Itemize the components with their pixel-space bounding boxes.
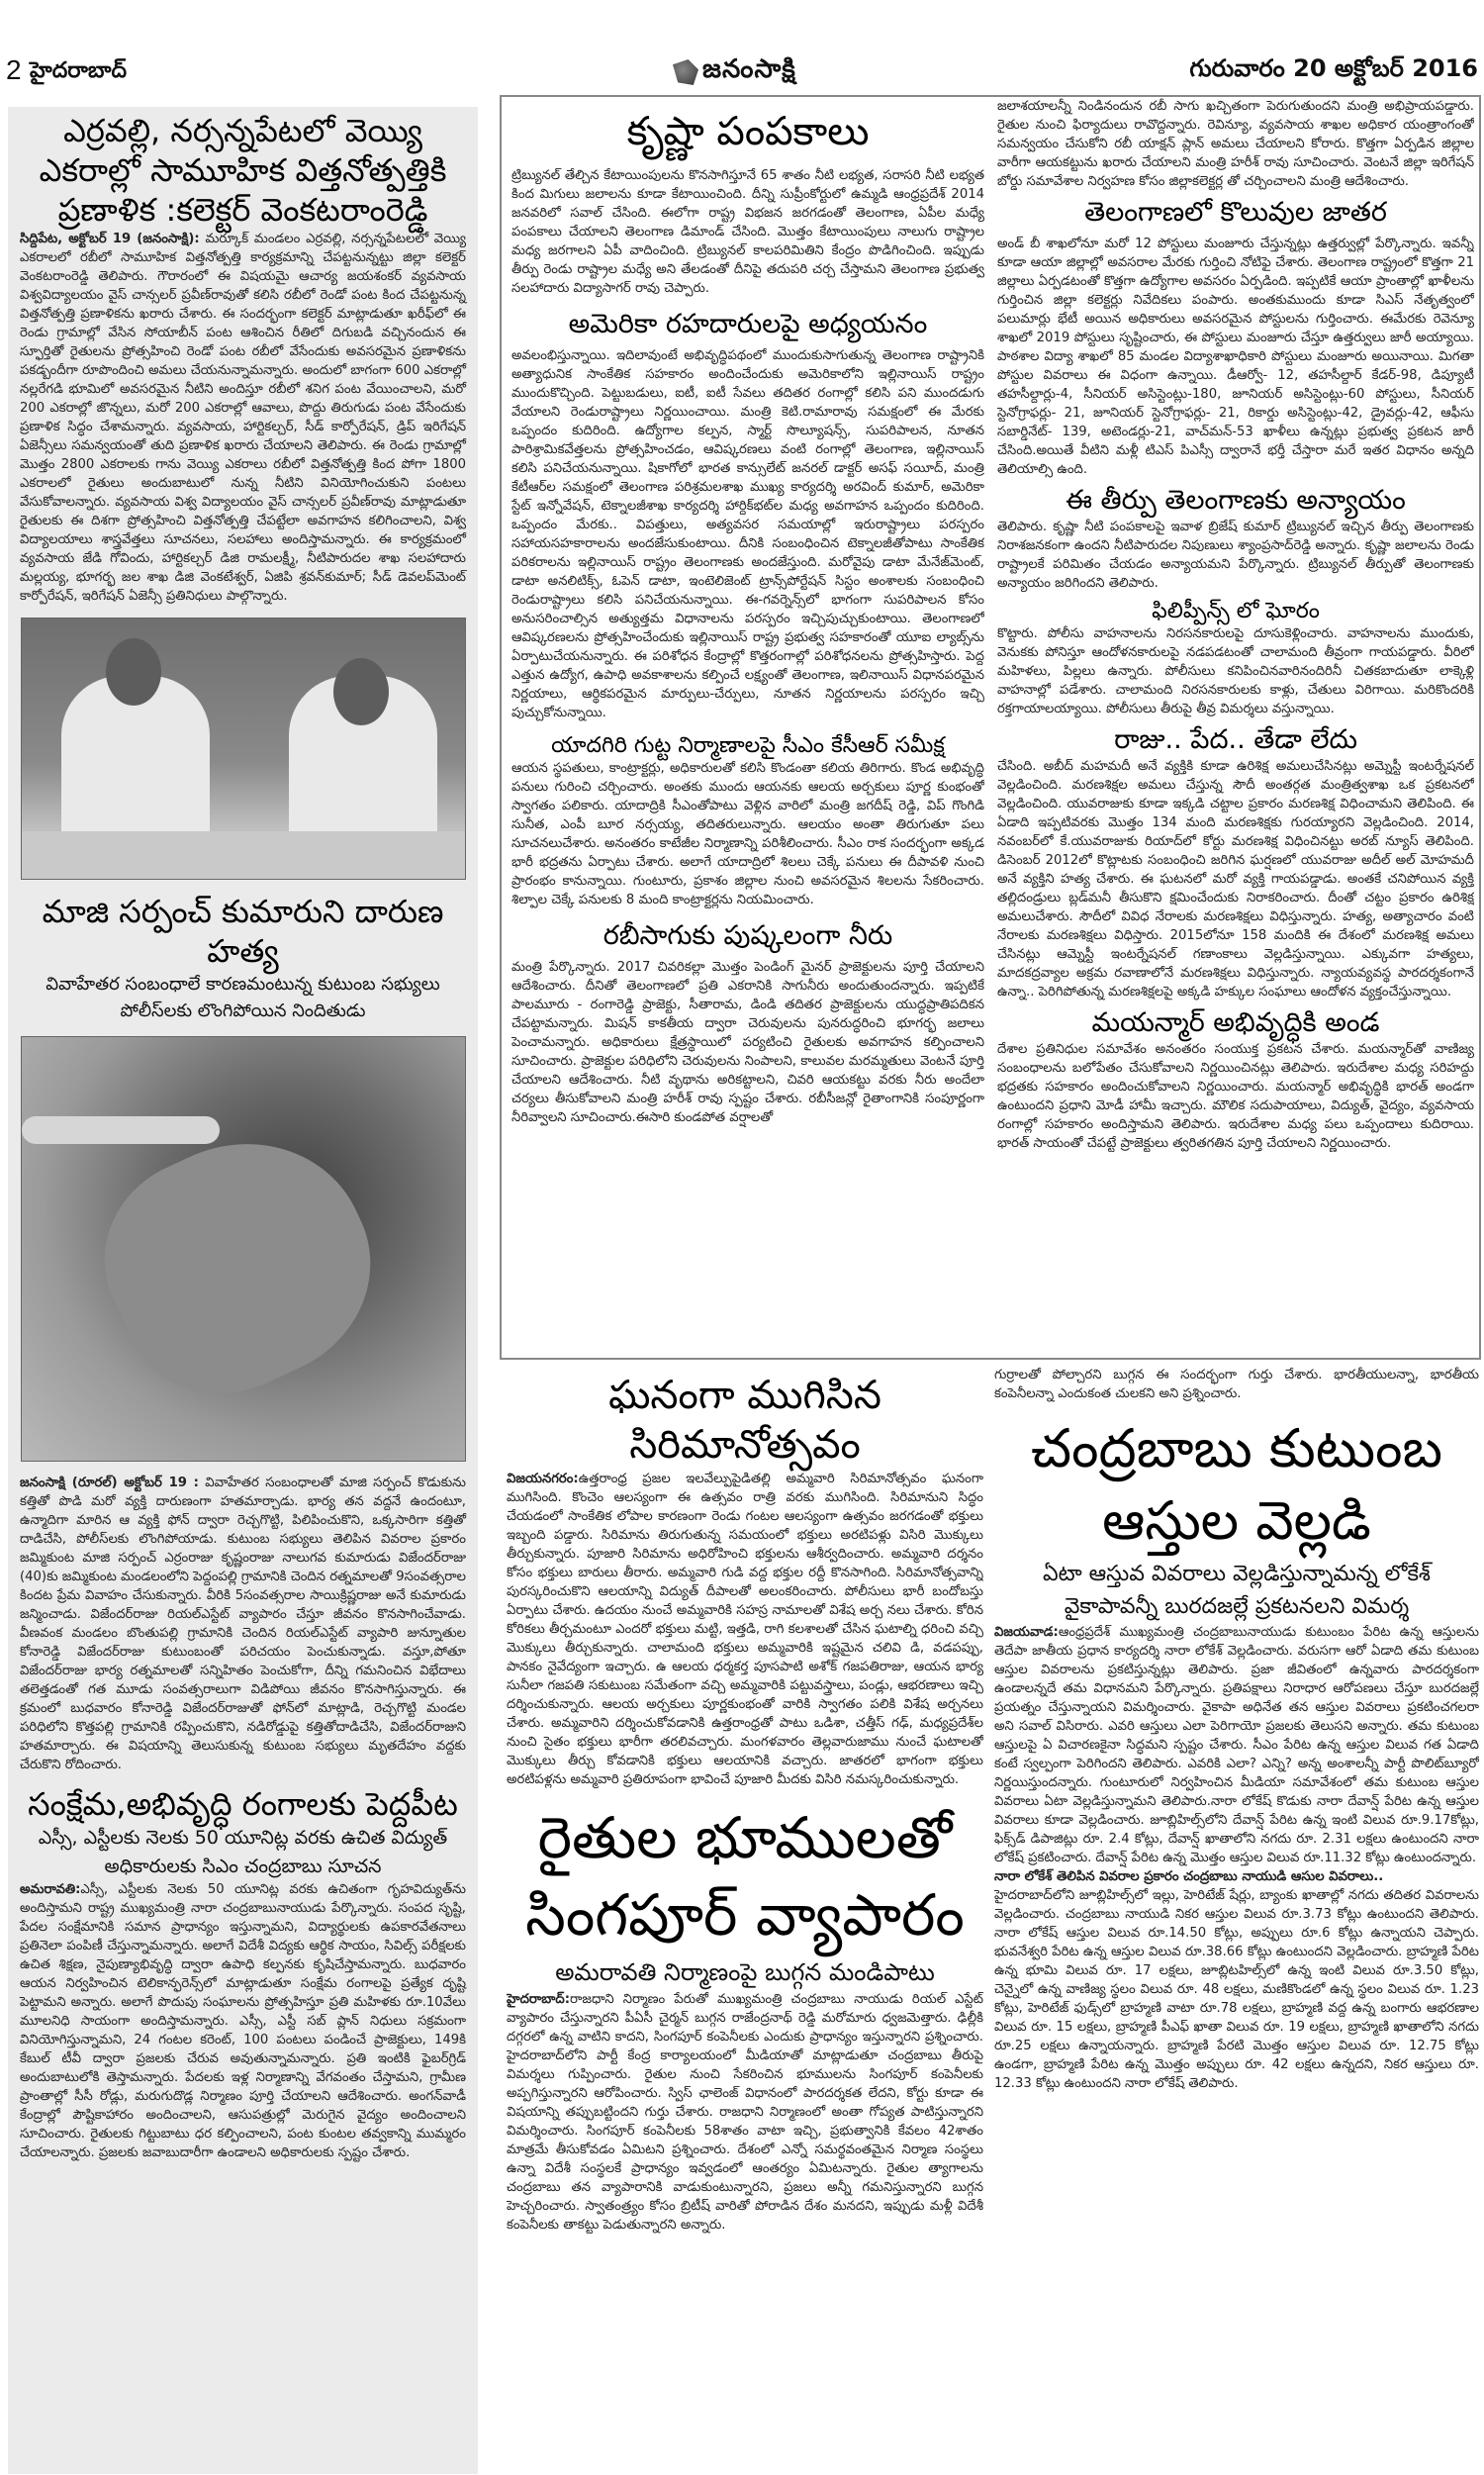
article-body: గుర్రాలతో పోల్చారని బుగ్గన ఈ సందర్భంగా గుర్తు చేశారు. భారతీయులన్నా, భారతీయ కంపెనీలన్నా ఎందుకంత చులకని అని ప్రశ్నించారు. bbox=[994, 1368, 1479, 1401]
issue-date: గురువారం 20 అక్టోబర్ 2016 bbox=[1189, 54, 1478, 82]
page-city: హైదరాబాద్ bbox=[30, 58, 127, 83]
article-singapore bbox=[507, 1799, 983, 2235]
headline: అమెరికా రహదారులపై అధ్యయనం bbox=[568, 309, 928, 339]
article-body: జలాశయాలన్నీ నిండినందున రబీ సాగు ఖచ్చితంగా పెరుగుతుందని మంత్రి అభిప్రాయపడ్డారు. రైతుల నుంచి ఫిర్యాదులు రావొద్దన్నారు. రెవిన్యూ, వ్యవసాయ శాఖల అధికార యంత్రాంగంతో సమన్వయం చేసుకోని రబీ యాక్షన్ ప్లాన్ అమలు చేయాలని కోరారు. కొత్తగా ఏర్పడిన జిల్లాల వారీగా ఆయకట్టును ఖరారు చేయాలని మంత్రి హరీశ్ రావు సూచించారు. వెంటనే జిల్లా ఇరిగేషన్ బోర్డు సమావేశాల నిర్వహణ కోసం జిల్లాకలెక్టర్ల తో చర్చించాలని మంత్రి ఆదేశించారు. bbox=[997, 99, 1474, 189]
dateline: విజయవాడ: bbox=[994, 1624, 1059, 1640]
crime-scene-photo bbox=[21, 1036, 466, 1462]
lower-right-column bbox=[994, 1366, 1479, 2454]
headline: ఈ తీర్పు తెలంగాణకు అన్యాయం bbox=[1066, 484, 1406, 516]
headline: ఎర్రవల్లి, నర్సన్నపేటలో వెయ్యి ఎకరాల్లో సామూహిక విత్తనోత్పత్తికి ప్రణాళిక :కలెక్టర్ వెంకటరాంరెడ్డి bbox=[39, 112, 447, 229]
headline: తెలంగాణలో కొలువుల జాతర bbox=[1084, 197, 1387, 228]
article-body: ట్రిబ్యునల్ తేల్చిన కేటాయింపులను కొనసాగిస్తూనే 65 శాతం నీటి లభ్యత, సరాసరి నీటి లభ్యత కింద మిగులు జలాలను కూడా కేటాయించింది. దీన్ని సుప్రీంకోర్టులో ఉమ్మడి ఆంధ్రప్రదేశ్ 2014 జనవరిలో సవాల్ చేసింది. ఈలోగా రాష్ట్ర విభజన జరగడంతో తెలంగాణ, ఏపీల మధ్యే పంపకాలు చేయాలని తెలంగాణ డిమాండ్ చేసింది. మొత్తం కేటాయింపులు నాలుగు రాష్ట్రాల మధ్య జరగాలని ఏపీ వాదించింది. ట్రిబ్యునల్ కాలపరిమితిని కేంద్రం పొడిగించింది. ఇప్పుడు తీర్పు రెండు రాష్ట్రాల మధ్యే అని తేలడంతో దీనిపై తదుపరి చర్చ చేస్తామని తెలంగాణ ప్రభుత్వ సలహాదారు విద్యాసాగర్ రావు చెప్పారు. bbox=[511, 168, 984, 296]
article-body: చేసింది. అబీద్ మహమదీ అనే వ్యక్తికి కూడా ఉరిశిక్ష అమలుచేసినట్లు అమ్నెస్టీ ఇంటర్నేషనల్ వెల్లడించింది. మరణశిక్షల అమలు చేస్తున్న సౌదీ అంతర్గత మంత్రిత్వశాఖ ఒక ప్రకటనలో వెల్లడించింది. యువరాజుకు కూడా ఇక్కడి చట్టాల ప్రకారం మరణశిక్ష విధించామని తెలిపింది. ఈ ఏడాది ఇప్పటివరకు మొత్తం 134 మంది మరణశిక్షకు గురయ్యారని వెల్లడించింది. 2014, నవంబర్‌లో కే.యువరాజుకు రియాద్‌లో కోర్టు మరణశిక్ష విధించినట్టు అరబ్ న్యూస్ తెలిపింది. డిసెంబర్ 2012లో కొట్లాటకు సంబంధించి జరిగిన ఘర్షణలో యువరాజు అదీల్ అల్ మోహమదీ అనే వ్యక్తిని హత్య చేశారు. ఈ ఘటనలో మరో వ్యక్తి గాయపడ్డాడు. అంతకే చనిపోయిన వ్యక్తి తల్లిదండ్రులు బ్లడ్‌మనీ తీసుకొని క్షమించేందుకు నిరాకరించారు. దీంతో చట్టం ప్రకారం ఉరిశిక్ష అమలుచేశారు. సౌదీలో వివిధ నేరాలకు మరణశిక్షలు విధిస్తున్నారు. హత్య, అత్యాచారం వంటి నేరాలకు మరణశిక్షలు విధిస్తారు. 2015లోనూ 158 మందికి ఈ దేశంలో మరణశిక్ష అమలు చేసినట్లు ఆమ్నెస్టీ ఇంటర్నేషనల్ గణాంకాలు వెల్లడిస్తున్నాయి. ఎక్కువగా హత్యలు, మాదకద్రవ్యాల అక్రమ రవాణాలోనే మరణశిక్షలు విధిస్తున్నారు. న్యాయవ్యవస్థ పారదర్శకంగానే ఉన్నా.. పెరిగిపోతున్న మరణశిక్షలపై అక్కడి హక్కుల సంఘాలు ఆందోళన వ్యక్తంచేస్తున్నాయి. bbox=[997, 758, 1474, 1000]
headline: యాదగిరి గుట్ట నిర్మాణాలపై సీఎం కేసీఆర్ సమీక్ష bbox=[551, 732, 945, 758]
headline: ఫిలిప్పీన్స్ లో ఘోరం bbox=[1152, 598, 1320, 623]
subheadline: వైకాపావన్నీ బురదజల్లే ప్రకటనలని విమర్శ bbox=[1064, 1593, 1410, 1619]
newspaper-logo bbox=[673, 54, 796, 90]
subheadline: ఎస్సీ, ఎస్టీలకు నెలకు 50 యూనిట్ల వరకు ఉచిత విద్యుత్ bbox=[38, 1827, 448, 1849]
article-body: హైదరాబాద్:రాజధాని నిర్మాణం పేరుతో ముఖ్యమంత్రి చంద్రబాబు నాయుడు రియల్ ఎస్టేట్ వ్యాపారం చేస్తున్నారని పీఏసీ చైర్మన్ బుగ్గన రాజేంద్రనాథ్ రెడ్డి మరోమారు ధ్వజమెత్తారు. ఢిల్లీకి దగ్గరలో ఉన్న వాటిని కాదని, సింగపూర్ కంపెనీలకు ఎందుకు ప్రాధాన్యం ఇస్తున్నారని ప్రశ్నించారు. హైదరాబాద్‌లోని పార్టీ కేంద్ర కార్యాలయంలో మీడియాతో మాట్లాడుతూ చంద్రబాబు తీరుపై విమర్శలు గుప్పించారు. రైతుల నుంచి సేకరించిన భూములను సింగపూర్ కంపెనీలకు అప్పగిస్తున్నారని ఆరోపించారు. స్విస్ ఛాలెంజ్ విధానంలో పారదర్శకత లేదని, కోర్టు కూడా ఈ విషయాన్ని తప్పుబట్టిందని గుర్తు చేశారు. రాజధాని నిర్మాణంలో అంతా గోప్యత పాటిస్తున్నారని విమర్శించారు. సింగపూర్ కంపెనీలకు 58శాతం వాటా ఇచ్చి, ప్రభుత్వానికి కేవలం 42శాతం మాత్రమే తీసుకోవడం ఏమిటని ప్రశ్నించారు. దేశంలో ఎన్నో సమర్థవంతమైన నిర్మాణ సంస్థలు ఉన్నా విదేశీ సంస్థలకే ప్రాధాన్యం ఇవ్వడంలో ఆంతర్యం ఏమిటన్నారు. రైతుల త్యాగాలను చంద్రబాబు తన వ్యాపారానికి వాడుకుంటున్నారని, ప్రజలు అన్నీ గమనిస్తున్నారని బుగ్గన హెచ్చరించారు. స్వాతంత్ర్యం కోసం బ్రిటీష్ వారితో పోరాడిన దేశం మనదని, ఇప్పుడు మళ్లీ విదేశీ కంపెనీలకు తాకట్టు పెడుతున్నారని అన్నారు. bbox=[507, 1991, 983, 2233]
subheadline: అధికారులకు సిఎం చంద్రబాబు సూచన bbox=[104, 1855, 382, 1877]
headline-line2: ఆస్తుల వెల్లడి bbox=[1102, 1488, 1371, 1552]
article-body: హైదరాబాద్‌లోని జూబ్లిహిల్స్‌లో ఇల్లు, హెరిటేజ్ షేర్లు, బ్యాంకు ఖాతాల్లో నగదు తదితర వివరాలను వెల్లడించారు. చంద్రబాబు నాయుడి నికర ఆస్తుల విలువ రూ.3.73 కోట్లు ఉంటుందని తెలిపారు. నారా లోకేష్ ఆస్తుల విలువ రూ.14.50 కోట్లు, అప్పులు రూ.6 కోట్లు ఉన్నాయని చెప్పారు. భువనేశ్వరి పేరిట ఉన్న ఆస్తుల విలువ రూ.38.66 కోట్లు ఉంటుందని వెల్లడించారు. బ్రాహ్మణి పేరిట ఉన్న భూమి విలువ రూ. 17 లక్షలు, జూబ్లిటహిల్స్‌లో ఉన్న ఇంటి విలువ రూ.3.50 కోట్లు, చెన్నైలో ఉన్న వాణిజ్య స్థలం విలువ రూ. 48 లక్షలు, మణికొండలో ఉన్న స్థలం విలువ రూ. 1.23 కోట్లు, హెరిటేజ్ ఫుడ్స్‌లో బ్రాహ్మణి వాటా రూ.78 లక్షలు, బ్రాహ్మణి వద్ద ఉన్న బంగారు ఆభరణాల విలువ రూ. 15 లక్షలు, బ్రాహ్మణి పీఎఫ్ ఖాతా విలువ రూ. 19 లక్షలు, బ్రాహ్మణి ఖాతాలోని నగదు రూ.25 లక్షలు ఉన్నాయన్నారు. బ్రాహ్మణి పేరటి మొత్తం ఆస్తుల విలువ రూ. 12.75 కోట్లు ఉండగా, బ్రాహ్మణి పేరిట ఉన్న మొత్తం అప్పులు రూ. 42 లక్షలు ఉన్నదని, నికర ఆస్తులు రూ. 12.33 కోట్లు ఉంటుందని నారా లోకేష్ తెలిపారు. bbox=[994, 1887, 1479, 2091]
headline: కృష్ణా పంపకాలు bbox=[626, 109, 870, 154]
section-subhead: నారా లోకేశ్ తెలిపిన వివరాల ప్రకారం చంద్రబాబు నాయుడి ఆసుల వివరాలు.. bbox=[994, 1868, 1384, 1884]
map-icon bbox=[673, 59, 698, 85]
article-body: సిద్దిపేట, అక్టోబర్ 19 (జనంసాక్షి): మర్కూక్ మండలం ఎర్రవల్లి, నర్సన్నపేటలలో వెయ్యి ఎకరాలలో రబీలో సామూహిక విత్తనోత్పత్తి కార్యక్రమాన్ని చేపట్టనున్నట్టు జిల్లా కలెక్టర్ వెంకటరాంరెడ్డి తెలిపారు. గౌరారంలో ఈ విషయమై ఆచార్య జయశంకర్ వ్యవసాయ విశ్వవిద్యాలయం వైస్ చాన్సలర్ ప్రవీణ్‌రావుతో కలిసి రబీలో రెండో పంట కింద చేపట్టనున్న విత్తనోత్పత్తి ప్రణాళికను ఖరారు చేశారు. ఈ సందర్భంగా కలెక్టర్ మాట్లాడుతూ ఖరీఫ్‌లో ఈ రెండు గ్రామాల్లో వేసిన సోయాబీన్ పంట ఆశించిన రీతిలో దిగుబడి వచ్చినందున ఈ స్ఫూర్తితో రైతులను ప్రోత్సహించి రెండో పంట రబీలో వేసేందుకు అవసరమైన ప్రణాళికను పకడ్బందీగా రూపొందించి అమలు చేయనున్నామన్నారు. అందులో బాగంగా 600 ఎకరాల్లో నల్లరేగడి భూమిలో అవసరమైన నీటిని అందిస్తూ రబీలో శనిగ పంట వేయించాలని, మరో 200 ఎకరాల్లో జొన్నలు, మరో 200 ఎకరాల్లో ఆవాలు, పొద్దు తిరుగుడు పంట వేసేందుకు ప్రణాళిక సిద్ధం చేశామన్నారు. వ్యవసాయ, హార్టికల్చర్, సీడ్ కార్పోరేషన్, డ్రిప్ ఇరిగేషన్ ఏజెన్సీలు సమన్వయంతో తుది ప్రణాళిక ఖరారు చేయాలని తెలిపారు. ఈ రెండు గ్రామాల్లో మొత్తం 2800 ఎకరాలకు గాను వెయ్యి ఎకరాలు రబీలో విత్తనోత్పత్తి కింద పోగా 1800 ఎకరాలలో రైతులు అందుబాటులో నున్న నీటిని వినియోగించుకుని పంటలు వేసుకోవాలన్నారు. వ్యవసాయ విశ్వ విద్యాలయం వైస్ చాన్సలర్ ప్రవీణ్‌రావు మాట్లాడుతూ రైతులకు ఈ దిశగా ప్రోత్సహించి విత్తనోత్పత్తి చేపట్టేలా అవగాహన కలిగించాలని, విశ్వ విద్యాలయాలు శాస్త్రవేత్తలు సూచనలు, సలహాలు అందిస్తామన్నారు. ఈ కార్యక్రమంలో వ్యవసాయ జేడి గోవిందు, హార్టికల్చర్ డిజి రామలక్ష్మీ, నీటిపారుదల శాఖ సలహాదారు మల్లయ్య, భూగర్భ జల శాఖ డిజి వెంకటేశ్వర్, ఏజిపి శ్రవన్‌కుమార్; సీడ్ డెవలప్‌మెంట్ కార్పోరేషన్, ఇరిగేషన్ ఏజెన్సీ ప్రతినిధులు పాల్గొన్నారు. bbox=[20, 232, 466, 604]
article-body: విజయవాడ:ఆంధ్రప్రదేశ్ ముఖ్యమంత్రి చంద్రబాబునాయుడు కుటుంబం పేరిట ఉన్న ఆస్తులను తెదేపా జాతీయ ప్రధాన కార్యదర్శి నారా లోకేశ్ వెల్లడించారు. వరుసగా ఆరో ఏడాది తమ కుటుంబ ఆస్తుల వివరాలను ప్రకటిస్తున్నట్లు తెలిపారు. ప్రజా జీవితంలో ఉన్నవారు పారదర్శకంగా ఉండాలన్నదే తమ విధానమని పేర్కొన్నారు. ప్రతిపక్షాలు నిరాధార ఆరోపణలు చేస్తూ బురదజల్లే ప్రయత్నం చేస్తున్నాయని విమర్శించారు. వైకాపా అధినేత తన ఆస్తుల వివరాలు ప్రకటించగలరా అని సవాల్ విసిరారు. ఎవరి ఆస్తులు ఎలా పెరిగాయో ప్రజలకు తెలుసని అన్నారు. తమ కుటుంబ ఆస్తులపై ఏ విచారణకైనా సిద్ధమని స్పష్టం చేశారు. సీఎం పేరిట ఉన్న ఆస్తుల విలువ గత ఏడాది కంటే స్వల్పంగా పెరిగిందని తెలిపారు. ఎవరికి ఎలా? ఎన్ని? అన్న అంశాలన్నీ పార్టీ పొలిట్‌బ్యూరో నిర్ణయిస్తుందన్నారు. గుంటూరులో నిర్వహించిన మీడియా సమావేశంలో తమ కుటుంబ ఆస్తుల వివరాలు ఏటా వెల్లడిస్తున్నామని తెలిపారు.నారా లోకేష్ కొడుకు నారా దేవాన్ష్ పేరిట ఉన్న ఆస్తుల వివరాలు కూడా వెల్లడించారు. జూబ్లిహిల్స్‌లోని దేవాన్ష్ పేరిట ఉన్న ఇంటి విలువ రూ.9.17కోట్లు, ఫిక్స్‌డ్ డిపాజిట్లు రూ. 2.4 కోట్లు, దేవాన్ష్ ఖాతాలోని నగదు రూ. 2.31 లక్షలు ఉంటుందని నారా లోకేష్ ప్రకటించారు. దేవాన్ష్ పేరిట ఉన్న మొత్తం ఆస్తుల విలువ రూ.11.32 కోట్లు ఉంటుందన్నారు. bbox=[994, 1624, 1479, 1865]
dateline: జనంసాక్షి (రూరల్) అక్టోబర్ 19 : bbox=[20, 1475, 199, 1490]
page-number: 2 bbox=[6, 54, 22, 85]
article-welfare bbox=[20, 1784, 466, 2162]
article-sirimanotsavam bbox=[507, 1371, 983, 1789]
headline: సంక్షేమ,అభివృద్ధి రంగాలకు పెద్దపీట bbox=[28, 1785, 458, 1823]
logo-text: జనంసాక్షి bbox=[702, 54, 796, 84]
article-saudi bbox=[997, 723, 1474, 1001]
article-seed-production bbox=[20, 111, 466, 606]
subheadline: పోలీస్‌లకు లొంగిపోయిన నిందితుడు bbox=[120, 1000, 366, 1021]
dateline: సిద్దిపేట, అక్టోబర్ 19 (జనంసాక్షి): bbox=[20, 232, 200, 246]
article-myanmar bbox=[997, 1006, 1474, 1153]
headline-line1: చంద్రబాబు కుటుంబ bbox=[1031, 1417, 1442, 1479]
headline: ఘనంగా ముగిసిన సిరిమానోత్సవం bbox=[608, 1373, 881, 1468]
article-body: అమరావతి:ఎస్సీ, ఎస్టీలకు నెలకు 50 యూనిట్ల వరకు ఉచితంగా గృహవిద్యుత్‌ను అందిస్తామని రాష్ట్ర ముఖ్యమంత్రి నారా చంద్రబాబునాయుడు పేర్కొన్నారు. సంపద సృష్టి, పేదల సంక్షేమానికి సమాన ప్రాధాన్యం ఇస్తున్నామని, విద్యార్థులకు ఉపకారవేతనాలు ప్రతినెలా పంపిణీ చేస్తున్నామన్నారు. అలాగే విదేశీ విద్యకు ఆర్థిక సాయం, సివిల్స్ పరీక్షలకు ఉచిత శిక్షణ, నైపుణ్యాభివృద్ధి ద్వారా ఉపాధి కల్పనకు కృషిచేస్తామన్నారు. బుధవారం ఆయన నిర్వహించిన టెలికాన్ఫరెన్స్‌లో మాట్లాడుతూ సంక్షేమ రంగాలపై ప్రత్యేక దృష్టి పెట్టామని అన్నారు. అలాగే పొదుపు సంఘాలను ప్రోత్సహిస్తూ ప్రతి మహిళకు రూ.10వేలు మూలనిధి సాయంగా అందిస్తామన్నారు. ఎస్సీ, ఎస్టీ సబ్ ప్లాన్ నిధులు సక్రమంగా వినియోగిస్తున్నామని, 24 గంటల కరెంట్, 100 పంటలు పండించే ప్రాజెక్టులు, 149కి కేబుల్ టీవీ ద్వారా ప్రజలకు చేరువ అవుతున్నామన్నారు. ప్రతి ఇంటికి ఫైబర్‌గ్రిడ్ అందుబాటులోకి తెస్తామన్నారు. పేదలకు ఇళ్ల నిర్మాణాన్ని వేగవంతం చేస్తామని, గ్రామీణ ప్రాంతాల్లో సీసీ రోడ్లు, మరుగుదొడ్ల నిర్మాణం పూర్తి చేయాలని ఆదేశించారు. అంగన్‌వాడీ కేంద్రాల్లో పౌష్టికాహారం అందించాలని, ఆసుపత్రుల్లో మెరుగైన వైద్యం అందించాలని సూచించారు. రైతులకు గిట్టుబాటు ధర కల్పించాలని, పంట కుంటల తవ్వకాన్ని ముమ్మరం చేయాలన్నారు. ప్రజలకు జవాబుదారీగా ఉండాలని అధికారులకు స్పష్టం చేశారు. bbox=[20, 1882, 466, 2160]
masthead bbox=[0, 54, 1484, 94]
headline: రాజు.. పేద.. తేడా లేదు bbox=[1114, 724, 1357, 755]
dateline: హైదరాబాద్: bbox=[507, 1991, 571, 2007]
article-body: అవలంభిస్తున్నాయి. ఇదిలావుంటే అభివృద్ధిపథంలో ముందుకుసాగుతున్న తెలంగాణ రాష్ట్రానికి అత్యాధునిక సాంకేతిక సహకారం అందించేందుకు అమెరికాలోని ఇల్లినాయిస్ రాష్ట్రం ముందుకొచ్చింది. పెట్టుబడులు, ఐటీ, ఐటీ సేవలు తదితర రంగాల్లో కలిసి పని ముందడుగు వేయాలని రెండురాష్ట్రాలు నిర్ణయించాయి. మంత్రి కెటి.రామారావు సమక్షంలో ఈ మేరకు ఒప్పందం కుదిరింది. ఉద్యోగాల కల్పన, స్మార్ట్ సొల్యూషన్స్, సుపరిపాలన, నూతన పారిశ్రామికవేత్తలను ప్రోత్సహించడం, ఆవిష్కరణలు వంటి రంగాల్లో తెలంగాణ, ఇల్లినాయిస్ కలిసి పనిచేయనున్నాయి. షికాగోలో భారత కాన్సులేట్ జనరల్ డాక్టర్ అసఫ్ సయీద్, మంత్రి కేటీఆర్‌ల సమక్షంలో తెలంగాణ పరిశ్రమలశాఖ ముఖ్య కార్యదర్శి అరవింద్ కుమార్, అమెరికా స్టేట్ ఇన్నోవేషన్, టెక్నాలజీశాఖ కార్యదర్శి హార్దిక్‌భట్‌ల మధ్య అవగాహన ఒప్పందం కుదిరింది. ఒప్పందం మేరకు.. విపత్తులు, అత్యవసర సమయాల్లో ఇరురాష్ట్రాలు పరస్పరం సహాయసహకారాలను అందజేసుకుంటాయి. దీనికి సంబంధించిన టెక్నాలజీతోపాటు సాంకేతిక పరికరాలను ఇల్లినాయిస్ రాష్ట్రం తెలంగాణకు అందజేస్తుంది. మరోవైపు డాటా మేనేజ్‌మెంట్, డాటా అనలిటిక్స్, ఓపెన్ డాటా, ఇంటెలిజెంట్ ట్రాన్స్‌పోర్టేషన్ సిస్టం అంశాలకు సంబంధించి రెండురాష్ట్రాలు కలిసి పనిచేయనున్నాయి. ఈ-గవర్నెన్స్‌లో భాగంగా సుపరిపాలన కోసం అనుసరించాల్సిన అత్యుత్తమ విధానాలను పరస్పరం ఇచ్చిపుచ్చుకుంటాయి. తెలంగాణలో ఆవిష్కరణలను ప్రోత్సహించేందుకు ఇల్లినాయిస్ రాష్ట్ర ప్రభుత్వ సహకారంతో యూఐ ల్యాబ్స్‌ను ఏర్పాటుచేయనున్నారు. ఈ పరిశోధన కేంద్రాల్లో కొత్తరంగాల్లో పరిశోధనలను ప్రోత్సహిస్తారు. పెద్ద ఎత్తున ఉద్యోగ, ఉపాధి అవకాశాలను కల్పించే లక్ష్యంతో తెలంగాణ, ఇలినాయిస్ విధానపరమైన నిర్ణయాలు, ఆర్థికపరమైన మార్పులు-చేర్పులు, నూతన నిర్ణయాలను పరస్పరం ఇచ్చి పుచ్చుకోనున్నాయి. bbox=[511, 347, 984, 720]
article-cbn-assets bbox=[994, 1413, 1479, 2093]
right-column bbox=[997, 97, 1474, 1354]
meeting-photo bbox=[21, 618, 466, 880]
article-yadagiri bbox=[511, 732, 984, 910]
left-column bbox=[8, 107, 478, 2474]
article-jobs bbox=[997, 196, 1474, 479]
article-body: కొట్టారు. పోలీసు వాహనాలను నిరసనకారులపై దూసుకెళ్లించారు. వాహనాలను ముందుకు, వెనుకకు పోనిస్తూ ఆందోళనకారులపై నడపడటంతో చాలామంది తీవ్రంగా గాయపడ్డారు. వీరిలో మహిళలు, పిల్లలు ఉన్నారు. పోలీసులు కనిపించినవారినందిరినీ చితకబాదుతూ లాక్కెళ్లి వాహనాల్లో పడేశారు. చాలామంది నిరసనకారులకు కాళ్లు, చేతులు విరిగాయి. మరికొందరికి రక్తగాయాలయ్యాయి. పోలీసులు తీరుపై తీవ్ర విమర్శలు వస్తున్నాయి. bbox=[997, 626, 1474, 716]
headline: రబీసాగుకు పుష్కలంగా నీరు bbox=[603, 920, 893, 952]
headline: మయన్మార్ అభివృద్ధికి అండ bbox=[1091, 1006, 1380, 1038]
article-body: అండ్ బీ శాఖలోనూ మరో 12 పోస్టులు మంజూరు చేస్తున్నట్లు ఉత్తర్వుల్లో పేర్కొన్నారు. ఇవన్నీ కూడా ఆయా జిల్లాల్లో అవసరాల మేరకు గుర్తించి నోటిఫై చేశారు. తెలంగాణ రాష్ట్రంలో కొత్తగా 21 జిల్లాలు ఏర్పడటంతో కొత్తగా ఉద్యోగాల అవసరం ఏర్పడింది. ఇప్పటికే ఆయా ప్రాంతాల్లో ఖాళీలను గుర్తించిన జిల్లా కలెక్టర్లు నివేదికలు పంపారు. అంతకుముందు కూడా సిఎస్ నేతృత్వంలో పలుమార్లు భేటీ అయిన అధికారులు అవసరమైన పోస్టులను గుర్తించారు. ఈమేరకు రెవెన్యూ శాఖలో 2019 పోస్టులు సృష్టించారు, ఈ పోస్టులు మంజూరు చేస్తూ ఉత్తర్వులు జారీ అయ్యాయి. పాఠశాల విద్యా శాఖలో 85 మండల విద్యాశాఖాధికారి పోస్టులు మంజూరు అయినాయి. మిగతా పోస్టుల వివరాలు ఈ విధంగా ఉన్నాయి. డీఆర్వో- 12, తహసీల్దార్ కేడర్-98, డిప్యూటీ తహసీల్దార్లు-4, సీనియర్ అసిస్టెంట్లు-180, జూనియర్ అసిస్టెంట్లు-60 పోస్టులు, సీనియర్ స్టెనోగ్రాఫర్లు- 21, జూనియర్ స్టెనోగ్రాఫర్లు- 21, రికార్డు అసిస్టెంట్లు-42, డ్రైవర్లు-42, ఆఫీసు సబార్డినేట్- 139, అటెండర్లు-21, వాచ్‌మన్-53 ఖాళీలు ఉన్నట్లు ప్రభుత్వ ప్రకటన జారీ చేసింది.అయితే వీటిని మళ్లీ టిఎస్ పిఎస్సీ ద్వారానే భర్తీ చేస్తారా మరే ఇతర విధానం అన్నది తెలియాల్సి ఉంది. bbox=[997, 236, 1474, 477]
article-rabi bbox=[511, 919, 984, 1127]
headline-line1: రైతుల భూములతో bbox=[537, 1804, 953, 1871]
article-verdict bbox=[997, 484, 1474, 593]
article-krishna bbox=[511, 97, 984, 298]
article-body: దేశాల ప్రతినిధుల సమావేశం అనంతరం సంయుక్త ప్రకటన చేశారు. మయన్మార్‌తో వాణిజ్య సంబంధాలను బలోపేతం చేసుకోవాలని నిర్ణయించినట్లు తెలిపారు. ఇరుదేశాల మధ్య సరిహద్దు భద్రతకు సహకారం అందించుకోవాలని నిర్ణయించారు. మయన్మార్ అభివృద్ధికి భారత్ అండగా ఉంటుందని ప్రధాని మోడీ హామీ ఇచ్చారు. మౌలిక సదుపాయాలు, విద్యుత్, వైద్యం, వ్యవసాయ రంగాల్లో సహకారం అందిస్తామని తెలిపారు. ఇరుదేశాల మధ్య పలు ఒప్పందాలు కుదిరాయి. భారత్ సాయంతో చేపట్టే ప్రాజెక్టులు త్వరితగతిన పూర్తి చేయాలని నిర్ణయించారు. bbox=[997, 1041, 1474, 1151]
subheadline: అమరావతి నిర్మాణంపై బుగ్గన మండిపాటు bbox=[555, 1957, 935, 1986]
dateline: విజయనగరం: bbox=[507, 1472, 579, 1486]
headline: మాజి సర్పంచ్ కుమారుని దారుణ హత్య bbox=[42, 893, 444, 970]
subheadline: ఏటా ఆస్తువ వివరాలు వెల్లడిస్తున్నామన్న లోకేశ్ bbox=[1042, 1561, 1432, 1586]
lower-center-column bbox=[507, 1371, 983, 2459]
article-body: తెలిపారు. కృష్ణా నీటి పంపకాలపై ఇవాళ బ్రిజేష్ కుమార్ ట్రిబ్యునల్ ఇచ్చిన తీర్పు తెలంగాణకు నిరాశజనకంగా ఉందని నీటిపారుదల నిపుణులు శ్యాంప్రసాద్‌రెడ్డి అన్నారు. కృష్ణా జలాలను రెండు రాష్ట్రాలకే పరిమితం చేయడం అన్యాయమని పేర్కొన్నారు. ట్రిబ్యునల్ తీర్పుతో తెలంగాణకు అన్యాయం జరిగిందని తెలిపారు. bbox=[997, 519, 1474, 591]
center-column bbox=[511, 97, 984, 1354]
headline-line2: సింగపూర్ వ్యాపారం bbox=[525, 1881, 965, 1950]
subheadline: వివాహేతర సంబంధాలే కారణమంటున్న కుటుంబ సభ్యులు bbox=[46, 974, 440, 995]
dateline: అమరావతి: bbox=[20, 1882, 81, 1897]
article-body: జనంసాక్షి (రూరల్) అక్టోబర్ 19 : వివాహేతర సంబంధాలతో మాజి సర్పంచ్ కొడుకును కత్తితో పొడి మరో వ్యక్తి దారుణంగా హతమార్చాడు. భార్య తన వద్దనే ఉందంటూ, ఉన్మాదిగా మారిన ఆ వ్యక్తి ఫోన్ ద్వారా రెచ్చగొట్టి, పిలిపించుకొని, ఒక్కసారిగా కత్తితో దాడిచేసి, పోలీస్‌లకు లొంగిపోయాడు. కుటుంబ సభ్యులు తెలిపిన వివరాల ప్రకారం జమ్మికుంట మాజి సర్పంచ్ ఎర్రంరాజు కృష్ణంరాజు నాలుగవ కుమారుడు విజేందర్‌రాజు (40)కు జమ్మికుంట మండలంలోని పెద్దంపల్లి గ్రామానికి చెందిన రత్నమాలతో 9సంవత్సరాల కిందట ప్రేమ వివాహం చేసుకున్నారు. వీరికి 5సంవత్సరాల సాయిక్రిష్ణరాజు అనే కుమారుడు జన్మించాడు. విజేందర్‌రాజు రియల్‌ఎస్టేట్ వ్యాపారం చేస్తూ జీవనం కొనసాగించేవాడు. వీణవంక మండలం బొంతుపల్లి గ్రామానికి చెందిన రియల్‌ఎస్టేట్ వ్యాపారి జున్నూతుల కోనారెడ్డి విజేందర్‌రాజు కుటుంబంతో పరిచయం పెంచుకున్నాడు. వస్తూ,పోతూ విజేందర్‌రాజు భార్య రత్నమాలతో సన్నిహితం పెంచుకోగా, దీన్ని గమనించిన విభేదాలు తలెత్తడంతో గత మూడు సంవత్సరాలుగా విడిపోయి జీవనం కొనసాగిస్తున్నారు. ఈ క్రమంలో బుధవారం కోనారెడ్డి విజేందర్‌రాజుతో ఫోన్‌లో మాట్లాడి, రెచ్చగొట్టి మండల పరిధిలోని కొత్తపల్లి గ్రామానికి రప్పించుకొని, నడిరోడ్డుపై కత్తితోదాడిచేసి, విజేందర్‌రాజుని హతమార్చారు. ఈ విషయాన్ని తెలుసుకున్న కుటుంబ సభ్యులు మృతదేహం వద్దకు చేరుకొని రోదించారు. bbox=[20, 1475, 466, 1772]
article-america bbox=[511, 308, 984, 722]
article-body: విజయనగరం:ఉత్తరాంధ్ర ప్రజల ఇలవేల్పుపైడితల్లి అమ్మవారి సిరిమానోత్సవం ఘనంగా ముగిసింది. కొంచెం ఆలస్యంగా ఈ ఉత్సవం రాత్రి వరకు ముగిసింది. సిరిమానుని సిద్ధం చేయడంలో సాంకేతిక లోపాల కారణంగా రెండు గంటల ఆలస్యంగా ఉత్సవం జరగడంతో భక్తులు ఇబ్బంది పడ్డారు. సిరిమాను తిరుగుతున్న సమయంలో భక్తులు అరటిపళ్లు విసిరి మొక్కులు తీర్చుకున్నారు. పూజారి సిరిమాను అధిరోహించి భక్తులను ఆశీర్వదించారు. అమ్మవారి దర్శనం కోసం భక్తులు బారులు తీరారు. అమ్మవారి గుడి వద్ద భక్తుల రద్దీ కొనసాగింది. సిరిమానోత్సవాన్ని పురస్కరించుకొని ఆలయాన్ని విద్యుత్ దీపాలతో అలంకరించారు. పోలీసులు భారీ బందోబస్తు ఏర్పాటు చేశారు. ఉదయం నుంచే అమ్మవారికి సహస్ర నామాలతో విశేష అర్చ నలు చేశారు. కోరిన కోరికలు తీర్చమంటూ ఎందరో భక్తులు మట్టి, ఇత్తడి, రాగి కలశాలతో చేసిన ఘటాల్ని ధరించి వచ్చి మొక్కులు తీర్చుకున్నారు. చాలామంది భక్తులు అమ్మవారికి ఇష్టమైన చలివి డి, వడపప్పు, పానకం నైవేద్యంగా ఇచ్చారు. ఉ ఆలయ ధర్మకర్త పూసపాటి అశోక్ గజపతిరాజు, ఆయన భార్య సునీలా గజపతి సకుటుంబ సమేతంగా వచ్చి అమ్మవారికి పట్టువస్త్రాలు, పండ్లు, ఆభరణాలు ఇచ్చి దర్శించుకున్నారు. ఆలయ అర్చకులు పూర్ణకుంభంతో వారికి స్వాగతం పలికి విశేష అర్చనలు చేశారు. అమ్మవారిని దర్శించుకోవడానికి ఉత్తరాంధ్రతో పాటు ఒడిశా, చత్తీస్ గఢ్, మధ్యప్రదేశ్‌ల నుంచి సైతం భక్తులు భారీగా తరలివచ్చారు. మంగళవారం తెల్లవారుజాము నుంచే ఘటాలతో మొక్కులు తీర్చు కోవడానికి భక్తులు ఆలయానికి వచ్చారు. జాతరలో భాగంగా భక్తులు అరటిపళ్లను అమ్మవారి ప్రతిరూపంగా భావించే పూజారి మీదకు విసిరి నమస్కరించుకున్నారు. bbox=[507, 1472, 983, 1787]
article-body: ఆయన స్థపతులు, కాంట్రాక్టర్లు, అధికారులతో కలిసి కొండంతా కలియ తిరిగారు. కొండ అభివృద్ధి పనులు గురించి చర్చించారు. అంతకు ముందు ఆయనకు ఆలయ అర్చకులు పూర్ణ కుంభంతో స్వాగతం పలికారు. యాదాద్రికి సీఎంతోపాటు వెళ్లిన వారిలో మంత్రి జగదీష్ రెడ్డి, విప్ గొంగిడి సునీత, ఎంపీ బూర నర్సయ్య, తదితరులున్నారు. ఆలయం అంతా తిరుగుతూ పలు సూచనలుచేశారు. అనంతరం కాటేజీల నిర్మాణాన్ని పరిశీలించారు. సీఎం రాక సందర్భంగా అక్కడ భారీ భద్రతను ఏర్పాటు చేశారు. అలాగే యాదాద్రిలో శిలలు చెక్కే పనులు ఈ దీపావళి నుంచి ప్రారంభం కానున్నాయి. గుంటూరు, ప్రకాశం జిల్లాల నుంచి అవసరమైన శిలలను సేకరించారు. శిల్పాల చెక్కే పనులకు 8 మంది కాంట్రాక్టర్లను నియమించారు. bbox=[511, 761, 984, 908]
article-body: మంత్రి పేర్కొన్నారు. 2017 చివరికల్లా మొత్తం పెండింగ్ మైనర్ ప్రాజెక్టులను పూర్తి చేయాలని ఆదేశించారు. దీనితో తెలంగాణలో ప్రతి ఎకరానికి సాగునీరు అందుతుందన్నారు. ఇప్పటికే పాలమూరు - రంగారెడ్డి ప్రాజెక్టు, సీతారామ, డిండి తదితర ప్రాజెక్టులను యుద్ధప్రాతిపదికన చేపట్టామన్నారు. మిషన్ కాకతీయ ద్వారా చెరువులను పునరుద్ధరించి భూగర్భ జలాలు పెంచామన్నారు. అధికారులు క్షేత్రస్థాయిలో పర్యటించి రైతులకు అవగాహన కల్పించాలని సూచించారు. ప్రాజెక్టుల పరిధిలోని చెరువులను నింపాలని, కాలువల మరమ్మతులు వెంటనే పూర్తి చేయాలని ఆదేశించారు. నీటి వృథాను అరికట్టాలని, చివరి ఆయకట్టు వరకు నీరు అందేలా చర్యలు తీసుకోవాలని మంత్రి హరీశ్ రావు స్పష్టం చేశారు. రబీసీజన్లో రైతాంగానికి సంపూర్ణంగా నీరివ్వాలని సూచించారు.ఈసారి కుండపోత వర్షాలతో bbox=[511, 960, 984, 1125]
article-philippines bbox=[997, 598, 1474, 719]
article-murder bbox=[20, 892, 466, 1774]
